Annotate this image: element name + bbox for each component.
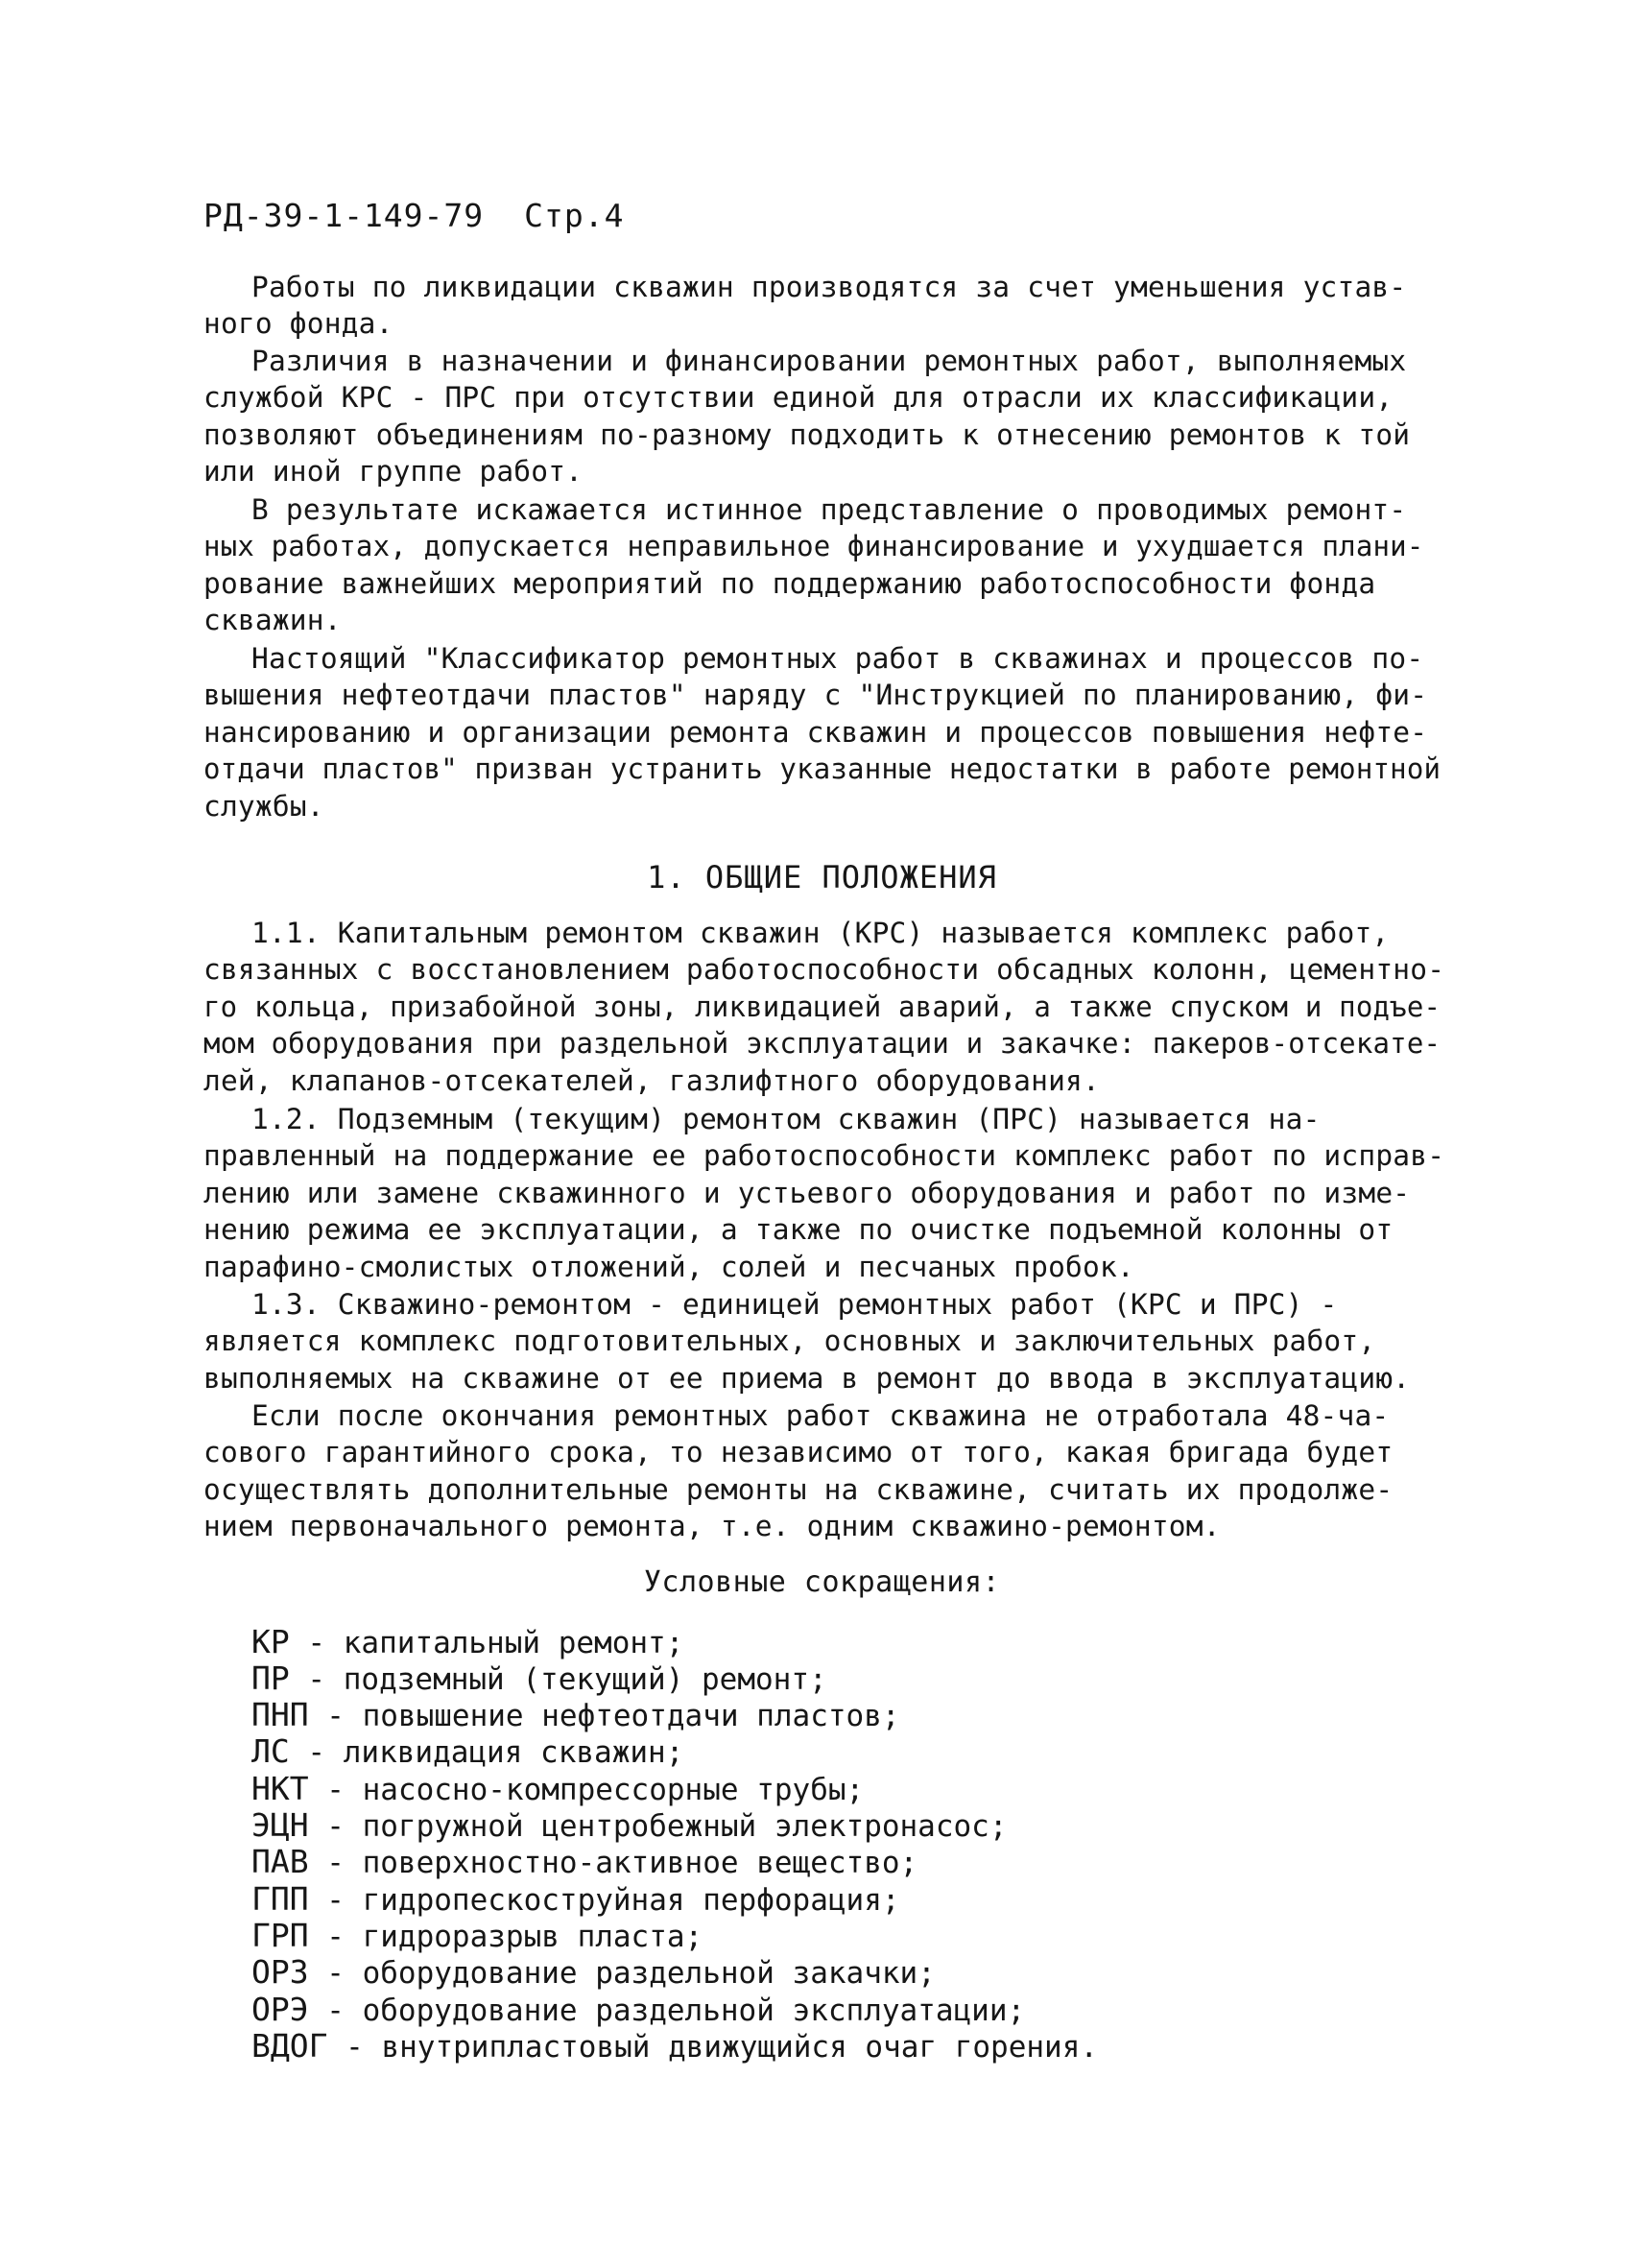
intro-line: ных работах, допускается неправильное финансирование и ухудшается плани- — [203, 530, 1424, 562]
section-line: выполняемых на скважине от ее приема в ремонт до ввода в эксплуатацию. — [203, 1362, 1411, 1395]
abbreviation-text: - оборудование раздельной эксплуатации; — [326, 1993, 1026, 2028]
abbreviations-heading: Условные сокращения: — [643, 1565, 1001, 1599]
section-line: лей, клапанов-отсекателей, газлифтного оборудования. — [203, 1064, 1100, 1097]
intro-line: Различия в назначении и финансировании ремонтных работ, выполняемых — [251, 345, 1407, 377]
abbreviation-item — [251, 1918, 703, 1955]
section-line: 1.3. Скважино-ремонтом - единицей ремонтных работ (КРС и ПРС) - — [251, 1288, 1338, 1321]
abbreviation-item — [251, 1624, 683, 1661]
abbreviation-text: - ликвидация скважин; — [307, 1735, 684, 1770]
intro-line: В результате искажается истинное представление о проводимых ремонт- — [251, 493, 1407, 526]
intro-line: рование важнейших мероприятий по поддержанию работоспособности фонда — [203, 567, 1376, 600]
abbreviation-code: ПР — [251, 1659, 290, 1697]
abbreviation-item — [251, 1954, 936, 1992]
abbreviation-code: ОРЗ — [251, 1953, 309, 1991]
abbreviation-text: - поверхностно-активное вещество; — [326, 1846, 918, 1880]
section-line: 1.2. Подземным (текущим) ремонтом скважин (ПРС) называется на- — [251, 1103, 1321, 1135]
abbreviation-code: ПНП — [251, 1696, 309, 1733]
intro-line: Работы по ликвидации скважин производятся за счет уменьшения устав- — [251, 271, 1407, 303]
abbreviation-text: - гидропескоструйная перфорация; — [326, 1883, 900, 1918]
intro-line: ного фонда. — [203, 307, 393, 340]
section-line: сового гарантийного срока, то независимо от того, какая бригада будет — [203, 1436, 1394, 1468]
abbreviation-code: ОРЭ — [251, 1991, 309, 2028]
section-line: мом оборудования при раздельной эксплуатации и закачке: пакеров-отсекате- — [203, 1027, 1441, 1060]
abbreviation-code: ПАВ — [251, 1843, 309, 1880]
abbreviation-item — [251, 1660, 827, 1698]
section-heading: 1. ОБЩИЕ ПОЛОЖЕНИЯ — [647, 859, 997, 895]
section-line: Если после окончания ремонтных работ скважина не отработала 48-ча- — [251, 1399, 1390, 1432]
abbreviation-item — [251, 1844, 917, 1881]
intro-line: позволяют объединениям по-разному подходить к отнесению ремонтов к той — [203, 418, 1411, 451]
abbreviation-item — [251, 1771, 864, 1808]
intro-line: службы. — [203, 790, 324, 823]
abbreviation-item — [251, 2028, 1098, 2065]
section-line: является комплекс подготовительных, основных и заключительных работ, — [203, 1325, 1376, 1357]
intro-line: Настоящий "Классификатор ремонтных работ в скважинах и процессов по- — [251, 642, 1424, 675]
section-line: правленный на поддержание ее работоспособности комплекс работ по исправ- — [203, 1139, 1445, 1172]
abbreviation-text: - гидроразрыв пласта; — [326, 1920, 703, 1954]
abbreviation-code: ГРП — [251, 1917, 309, 1954]
section-line: парафино-смолистых отложений, солей и песчаных пробок. — [203, 1251, 1134, 1283]
abbreviation-item — [251, 1733, 683, 1771]
section-line: го кольца, призабойной зоны, ликвидацией аварий, а также спуском и подъе- — [203, 991, 1441, 1023]
intro-line: службой КРС - ПРС при отсутствии единой для отрасли их классификации, — [203, 381, 1394, 414]
abbreviation-text: - оборудование раздельной закачки; — [326, 1956, 936, 1991]
abbreviation-item — [251, 1881, 900, 1919]
abbreviation-code: ЛС — [251, 1732, 290, 1770]
intro-line: вышения нефтеотдачи пластов" наряду с "Инструкцией по планированию, фи- — [203, 679, 1428, 711]
abbreviation-code: НКТ — [251, 1770, 309, 1807]
section-line: лению или замене скважинного и устьевого оборудования и работ по изме- — [203, 1177, 1411, 1209]
abbreviation-text: - погружной центробежный электронасос; — [326, 1809, 1008, 1844]
intro-line: скважин. — [203, 604, 342, 636]
abbreviation-item — [251, 1807, 1008, 1845]
abbreviation-code: КР — [251, 1623, 290, 1660]
abbreviation-text: - внутрипластовый движущийся очаг горения. — [345, 2030, 1099, 2065]
abbreviation-item — [251, 1992, 1025, 2029]
page-header — [203, 197, 625, 234]
abbreviation-code: ВДОГ — [251, 2027, 328, 2065]
section-line: связанных с восстановлением работоспособности обсадных колонн, цементно- — [203, 953, 1445, 986]
section-line: нием первоначального ремонта, т.е. одним скважино-ремонтом. — [203, 1510, 1221, 1542]
intro-line: отдачи пластов" призван устранить указанные недостатки в работе ремонтной — [203, 752, 1441, 785]
section-line: нению режима ее эксплуатации, а также по очистке подъемной колонны от — [203, 1213, 1394, 1246]
abbreviation-text: - насосно-компрессорные трубы; — [326, 1773, 865, 1807]
abbreviation-item — [251, 1697, 900, 1734]
section-line: осуществлять дополнительные ремонты на скважине, считать их продолже- — [203, 1473, 1394, 1506]
abbreviation-text: - подземный (текущий) ремонт; — [307, 1662, 827, 1697]
abbreviation-code: ГПП — [251, 1880, 309, 1918]
intro-line: или иной группе работ. — [203, 455, 584, 488]
abbreviation-text: - капитальный ремонт; — [307, 1626, 684, 1660]
intro-line: нансированию и организации ремонта скважин и процессов повышения нефте- — [203, 716, 1428, 749]
abbreviation-text: - повышение нефтеотдачи пластов; — [326, 1699, 900, 1733]
section-line: 1.1. Капитальным ремонтом скважин (КРС) называется комплекс работ, — [251, 917, 1390, 949]
abbreviation-code: ЭЦН — [251, 1806, 309, 1844]
page-number: Стр.4 — [524, 197, 625, 234]
document-code: РД-39-1-149-79 — [203, 197, 485, 234]
